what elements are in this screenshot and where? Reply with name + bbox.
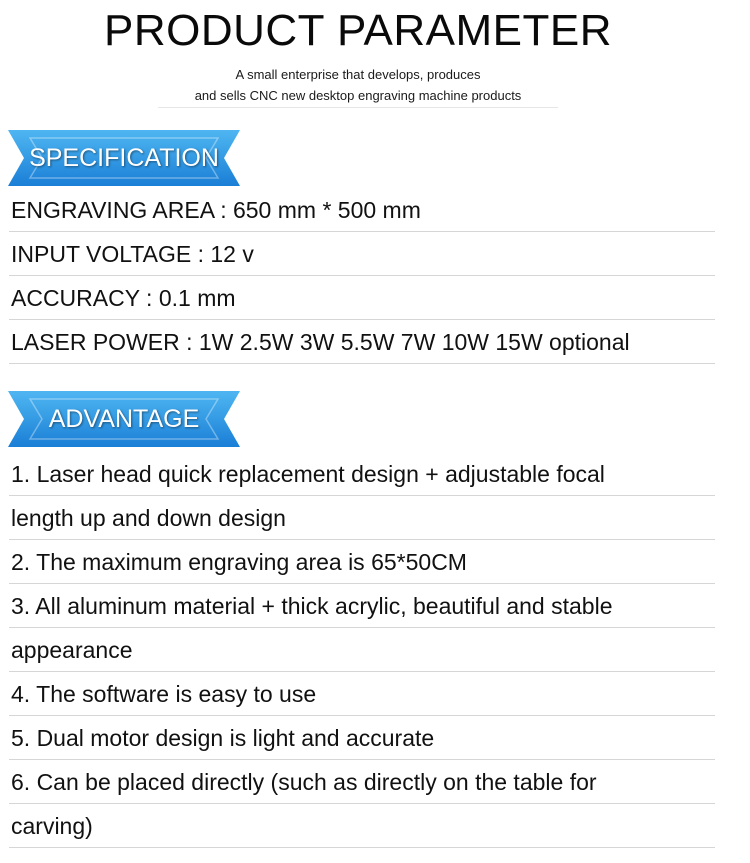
advantage-row xyxy=(9,628,715,672)
spec-row-text: ACCURACY : 0.1 mm xyxy=(11,285,236,311)
advantage-row-text: 5. Dual motor design is light and accurate xyxy=(11,725,435,751)
subtitle-line-2: and sells CNC new desktop engraving machine products xyxy=(194,88,522,103)
advantage-list xyxy=(9,452,715,848)
advantage-row xyxy=(9,452,715,496)
spec-row-accuracy xyxy=(9,276,715,320)
specification-list xyxy=(9,188,715,364)
advantage-banner xyxy=(8,391,240,447)
spec-row-laser-power xyxy=(9,320,715,364)
advantage-row-text: length up and down design xyxy=(11,505,286,531)
advantage-row-text: 2. The maximum engraving area is 65*50CM xyxy=(11,549,467,575)
subtitle-divider xyxy=(158,107,558,108)
subtitle-line-1: A small enterprise that develops, produces xyxy=(235,67,481,82)
advantage-row xyxy=(9,540,715,584)
specification-heading: SPECIFICATION xyxy=(29,144,219,172)
spec-row-engraving-area xyxy=(9,188,715,232)
specification-banner xyxy=(8,130,240,186)
spec-row-text: LASER POWER : 1W 2.5W 3W 5.5W 7W 10W 15W optional xyxy=(11,329,630,355)
advantage-row-text: carving) xyxy=(11,813,93,839)
advantage-row xyxy=(9,804,715,848)
advantage-row-text: 4. The software is easy to use xyxy=(11,681,317,707)
advantage-row xyxy=(9,716,715,760)
advantage-row-text: 6. Can be placed directly (such as directly on the table for xyxy=(11,769,597,795)
advantage-row xyxy=(9,584,715,628)
advantage-row-text: 3. All aluminum material + thick acrylic, beautiful and stable xyxy=(11,593,613,619)
advantage-row-text: 1. Laser head quick replacement design + adjustable focal xyxy=(11,461,605,487)
advantage-row xyxy=(9,760,715,804)
advantage-row xyxy=(9,496,715,540)
spec-row-text: INPUT VOLTAGE : 12 v xyxy=(11,241,254,267)
spec-row-input-voltage xyxy=(9,232,715,276)
advantage-heading: ADVANTAGE xyxy=(48,405,200,433)
page-title: PRODUCT PARAMETER xyxy=(103,6,613,55)
advantage-row-text: appearance xyxy=(11,637,133,663)
spec-row-text: ENGRAVING AREA : 650 mm * 500 mm xyxy=(11,197,421,223)
advantage-row xyxy=(9,672,715,716)
